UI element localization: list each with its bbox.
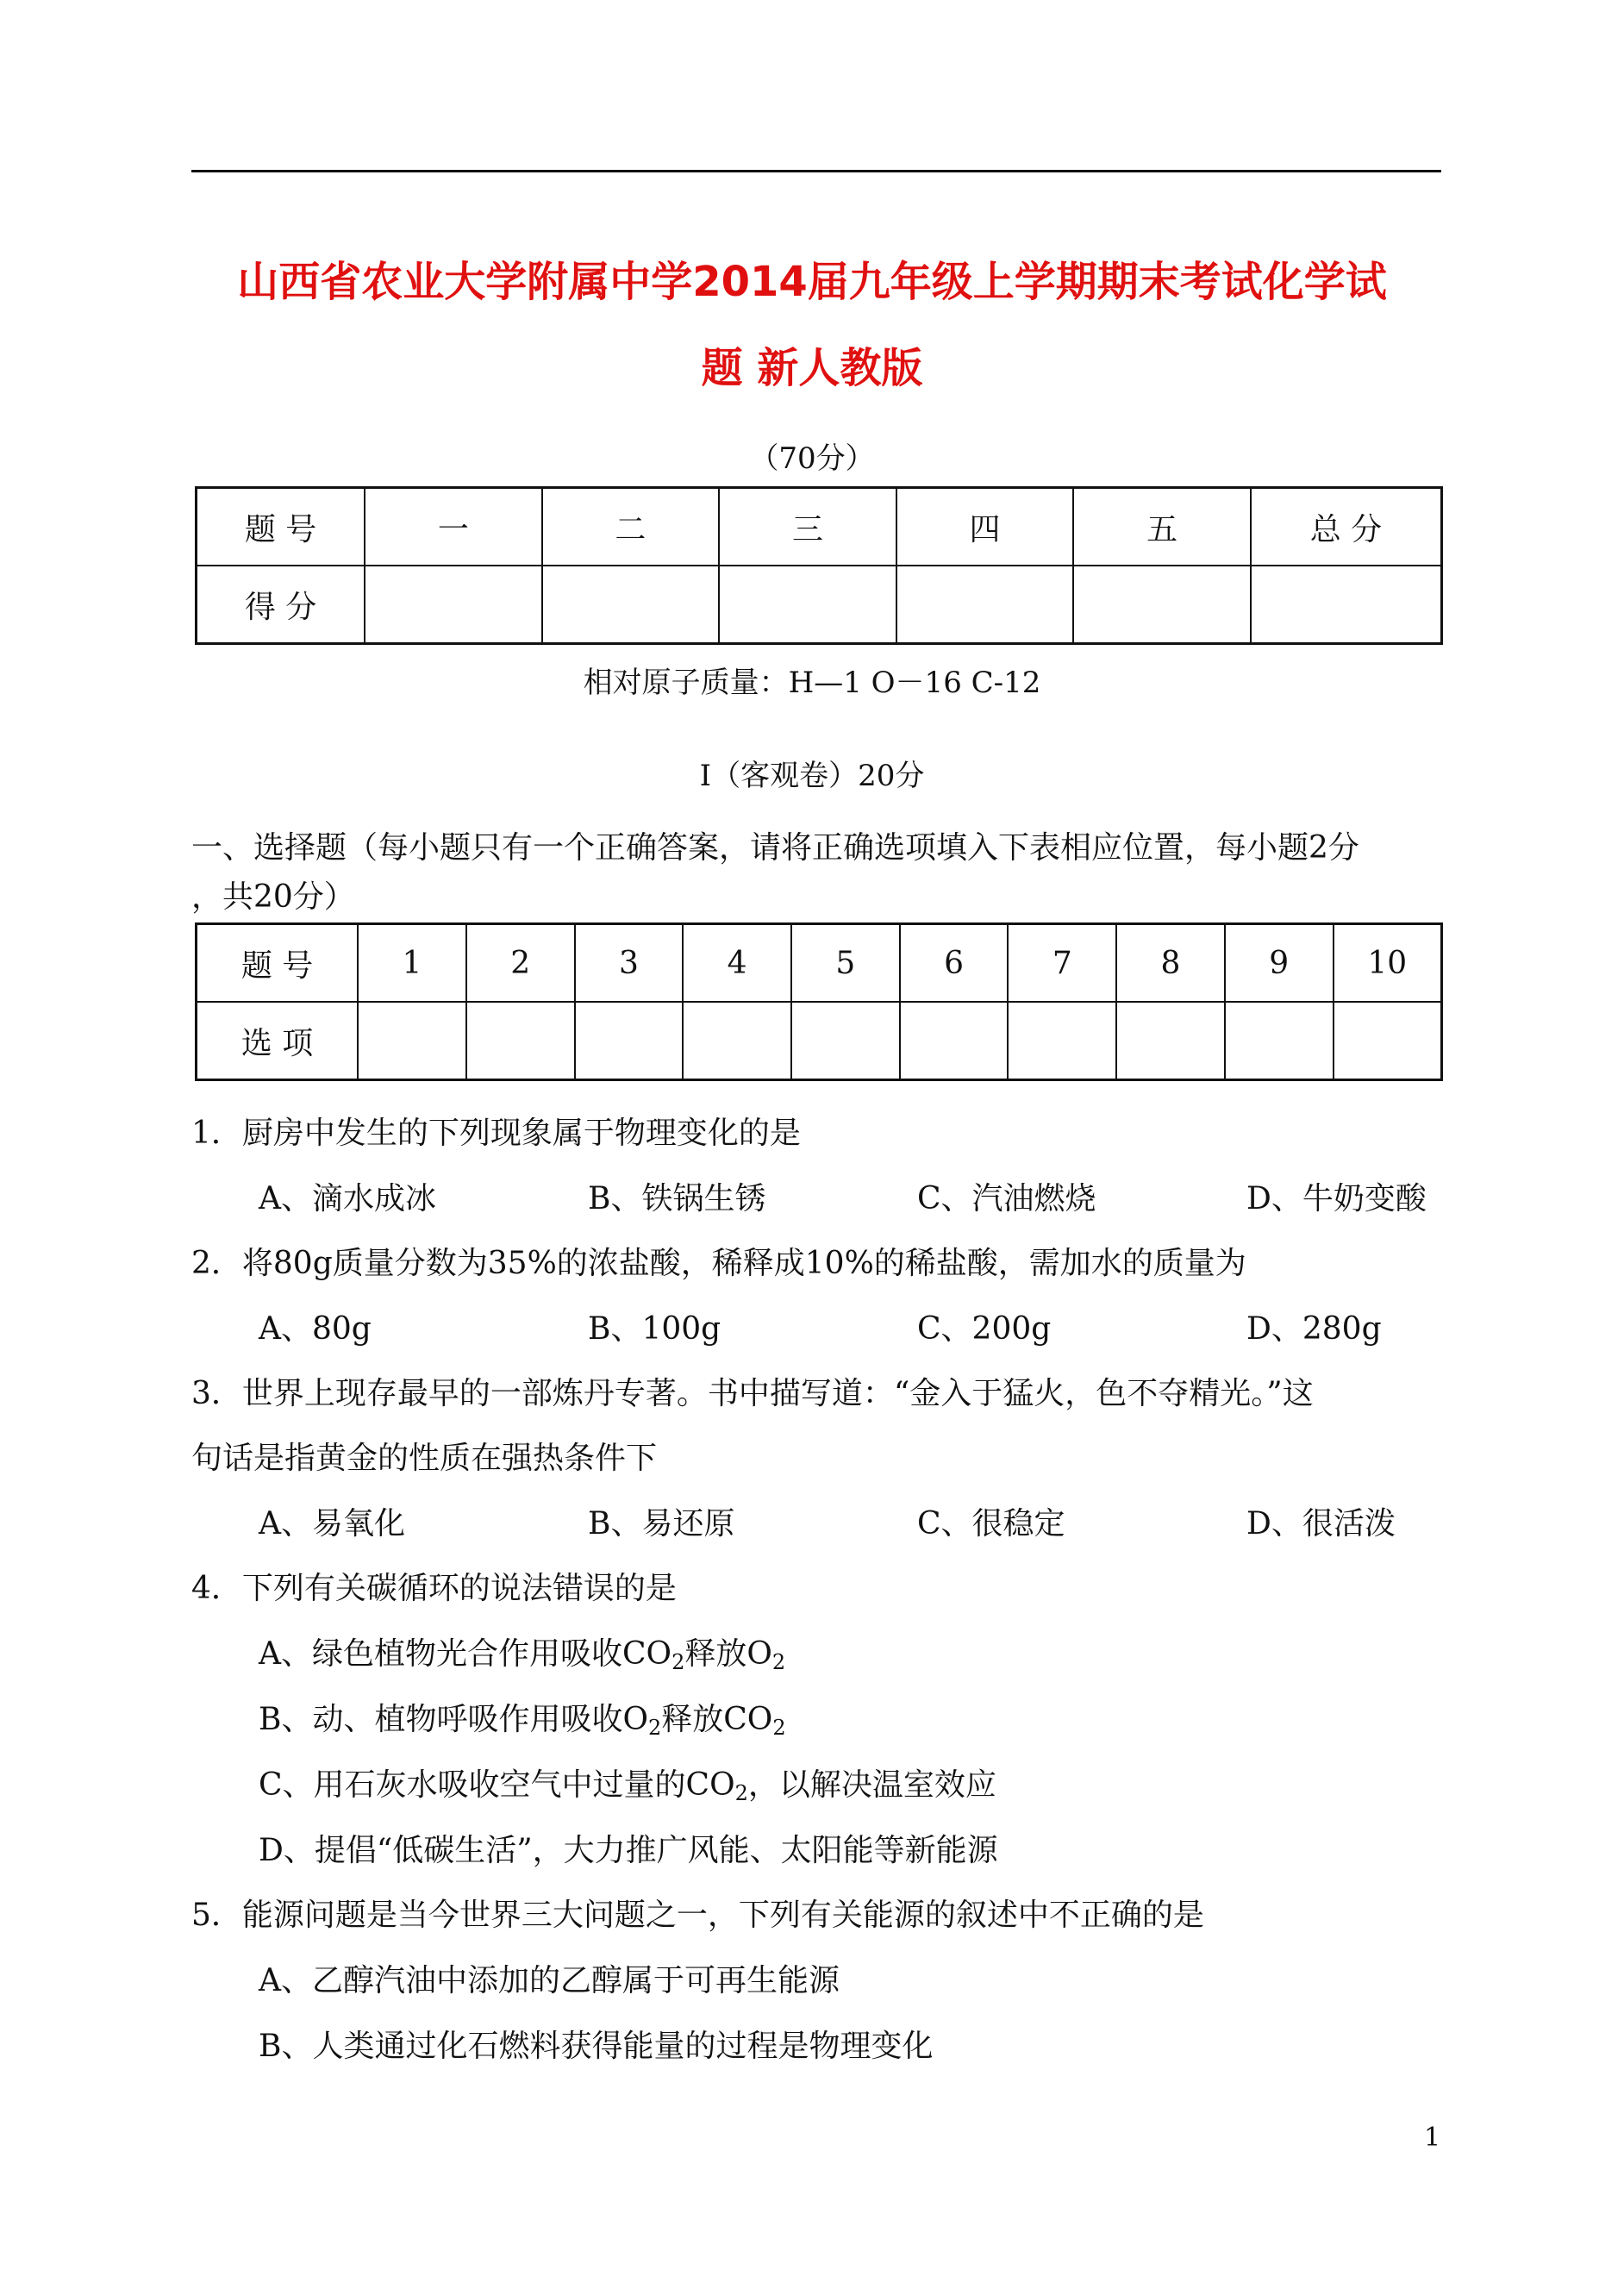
question-1-option-c: C、汽油燃烧 — [917, 1181, 1096, 1216]
score-entry-cell[interactable] — [1251, 566, 1442, 644]
question-3-stem-line2: 句话是指黄金的性质在强热条件下 — [191, 1441, 658, 1476]
question-3-option-c: C、很稳定 — [917, 1506, 1065, 1541]
option-text: B、动、植物呼吸作用吸收O — [259, 1702, 648, 1737]
answer-number-cell: 8 — [1116, 924, 1225, 1003]
answer-number-cell: 9 — [1225, 924, 1334, 1003]
answer-entry-cell[interactable] — [1116, 1002, 1225, 1080]
question-3-stem-line1: 3．世界上现存最早的一部炼丹专著。书中描写道：“金入于猛火，色不夺精光。”这 — [191, 1376, 1314, 1411]
answer-entry-cell[interactable] — [358, 1002, 466, 1080]
question-1-stem: 1．厨房中发生的下列现象属于物理变化的是 — [191, 1116, 801, 1151]
question-2-option-b: B、100g — [588, 1311, 721, 1347]
score-entry-cell[interactable] — [542, 566, 720, 644]
score-entry-cell[interactable] — [365, 566, 542, 644]
question-5-option-a: A、乙醇汽油中添加的乙醇属于可再生能源 — [259, 1963, 840, 1998]
option-text: ，以解决温室效应 — [747, 1767, 996, 1803]
score-header-cell: 五 — [1073, 488, 1251, 566]
answer-number-cell: 3 — [575, 924, 684, 1003]
answer-number-cell: 1 — [358, 924, 466, 1003]
answer-row-label: 选 项 — [197, 1002, 359, 1080]
option-text: 释放O — [684, 1636, 772, 1672]
answer-number-cell: 6 — [900, 924, 1009, 1003]
exam-title-line2: 题 新人教版 — [701, 344, 923, 392]
question-4-option-a — [259, 1629, 785, 1674]
question-4-option-d: D、提倡“低碳生活”，大力推广风能、太阳能等新能源 — [259, 1833, 998, 1868]
score-entry-cell[interactable] — [1073, 566, 1251, 644]
answer-number-cell: 2 — [466, 924, 575, 1003]
score-header-cell: 总 分 — [1251, 488, 1442, 566]
answer-number-cell: 4 — [683, 924, 791, 1003]
score-header-cell: 题 号 — [197, 488, 365, 566]
subscript: 2 — [734, 1781, 748, 1805]
question-4-option-b — [259, 1695, 786, 1740]
answer-number-cell: 5 — [791, 924, 900, 1003]
answer-entry-cell[interactable] — [466, 1002, 575, 1080]
question-2-stem: 2．将80g质量分数为35%的浓盐酸，稀释成10%的稀盐酸，需加水的质量为 — [191, 1246, 1246, 1281]
answer-entry-cell[interactable] — [900, 1002, 1009, 1080]
question-2-option-d: D、280g — [1246, 1311, 1382, 1347]
answer-number-cell: 10 — [1334, 924, 1442, 1003]
answer-entry-cell[interactable] — [1334, 1002, 1442, 1080]
question-4-stem: 4．下列有关碳循环的说法错误的是 — [191, 1571, 677, 1606]
page-number: 1 — [1424, 2123, 1441, 2153]
score-entry-cell[interactable] — [896, 566, 1074, 644]
subscript: 2 — [671, 1650, 685, 1674]
question-2-option-c: C、200g — [917, 1311, 1052, 1347]
score-entry-cell[interactable] — [719, 566, 896, 644]
question-5-stem: 5．能源问题是当今世界三大问题之一，下列有关能源的叙述中不正确的是 — [191, 1898, 1204, 1933]
score-header-cell: 二 — [542, 488, 720, 566]
question-5-option-b: B、人类通过化石燃料获得能量的过程是物理变化 — [259, 2029, 934, 2064]
score-table — [195, 486, 1443, 645]
question-1-option-b: B、铁锅生锈 — [588, 1181, 766, 1216]
question-1-option-d: D、牛奶变酸 — [1246, 1181, 1427, 1216]
score-header-cell: 三 — [719, 488, 896, 566]
section-title: Ⅰ（客观卷）20分 — [699, 759, 925, 793]
answer-table — [195, 922, 1443, 1081]
question-3-option-b: B、易还原 — [588, 1506, 735, 1541]
atomic-mass-note: 相对原子质量：H—1 O－16 C-12 — [583, 666, 1041, 700]
answer-entry-cell[interactable] — [1008, 1002, 1116, 1080]
answer-entry-cell[interactable] — [575, 1002, 684, 1080]
total-score: （70分） — [749, 441, 875, 476]
instructions-line2: ，共20分） — [191, 879, 355, 915]
option-text: 释放CO — [661, 1702, 773, 1737]
score-row-label: 得 分 — [197, 566, 365, 644]
answer-entry-cell[interactable] — [683, 1002, 791, 1080]
answer-header-label: 题 号 — [197, 924, 359, 1003]
exam-title-line1: 山西省农业大学附属中学2014届九年级上学期期末考试化学试 — [237, 258, 1387, 306]
option-text: A、绿色植物光合作用吸收CO — [259, 1636, 672, 1672]
option-text: C、用石灰水吸收空气中过量的CO — [259, 1767, 735, 1803]
answer-entry-cell[interactable] — [1225, 1002, 1334, 1080]
question-3-option-a: A、易氧化 — [259, 1506, 405, 1541]
question-2-option-a: A、80g — [259, 1311, 372, 1347]
header-rule — [191, 170, 1441, 172]
answer-entry-cell[interactable] — [791, 1002, 900, 1080]
question-4-option-c — [259, 1760, 996, 1805]
subscript: 2 — [772, 1716, 786, 1740]
subscript: 2 — [647, 1716, 662, 1740]
question-3-option-d: D、很活泼 — [1246, 1506, 1396, 1541]
subscript: 2 — [771, 1650, 786, 1674]
score-header-cell: 四 — [896, 488, 1074, 566]
answer-number-cell: 7 — [1008, 924, 1116, 1003]
instructions-line1: 一、选择题（每小题只有一个正确答案，请将正确选项填入下表相应位置，每小题2分 — [191, 830, 1359, 866]
score-header-cell: 一 — [365, 488, 542, 566]
question-1-option-a: A、滴水成冰 — [259, 1181, 436, 1216]
